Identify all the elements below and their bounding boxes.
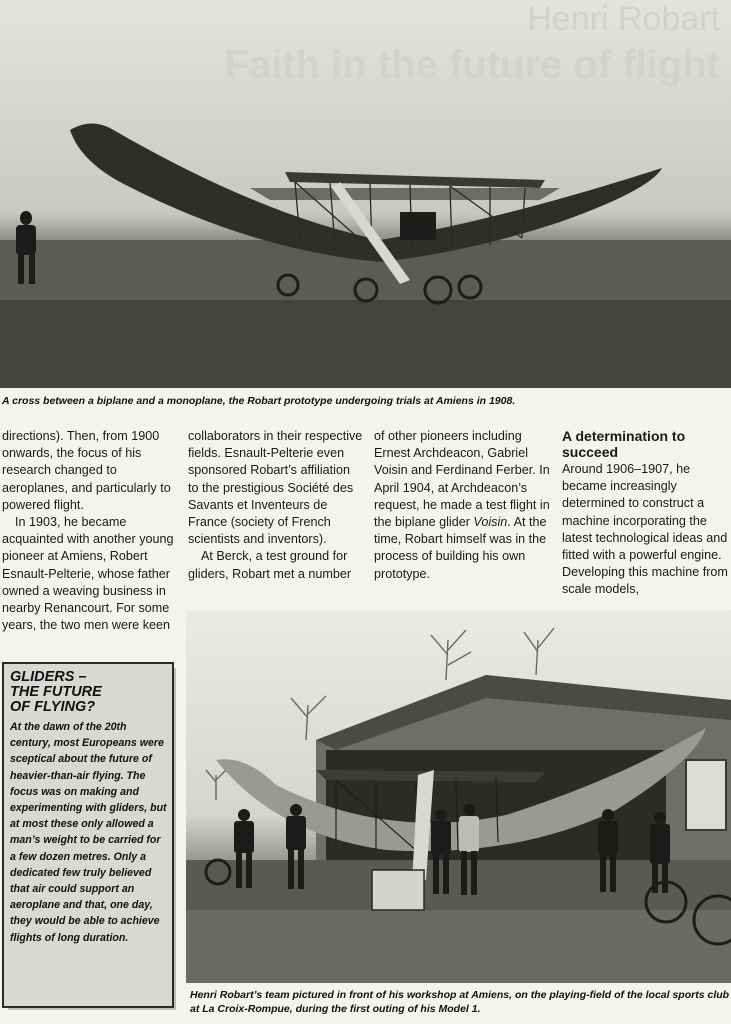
column2-paragraph-1: collaborators in their respective fields. Esnault-Pelterie even sponsored Robart’s affiliation to the prestigious Société des Savants et Inventeurs de France (society of French scientists and inventors). (188, 429, 363, 547)
workshop-photo (186, 610, 731, 983)
column1-paragraph-2: In 1903, he became acquainted with another young pioneer at Amiens, Robert Esnault-Pelterie, whose father owned a weaving business in nearby Renancourt. For some years, the two men were keen (2, 515, 174, 633)
photo-caption-top: A cross between a biplane and a monoplane, the Robart prototype undergoing trials at Amiens in 1908. (2, 395, 516, 407)
column3-text-before: of other pioneers including Ernest Archdeacon, Gabriel Voisin and Ferdinand Ferber. In April 1904, at Archdeacon’s request, he made a test flight in the biplane glider (374, 429, 550, 530)
svg-text:Henri Robart: Henri Robart (527, 0, 720, 38)
article-column-1 (2, 428, 180, 634)
biplane-photo-illustration (0, 0, 731, 388)
sidebar-box (2, 662, 174, 1008)
column3-glider-name: Voisin (473, 515, 508, 530)
column3-paragraph-1 (374, 428, 554, 583)
column3-text-after: . At the time, Robart himself was in the process of building his own prototype. (374, 515, 547, 581)
sidebar-body: At the dawn of the 20th century, most Europeans were sceptical about the future of heavier-than-air flying. The focus was on making and experimenting with gliders, but at most these only allowed a man’s weight to be carried for a few dozen metres. Only a dedicated few truly believed that air could support an aeroplane and that, one day, they would be able to achieve flights of long duration. (10, 721, 167, 944)
sidebar-title-line-2: THE FUTURE (10, 684, 102, 700)
article-column-2 (188, 428, 363, 583)
article-column-4 (562, 428, 730, 599)
biplane-photo (0, 0, 731, 388)
column2-paragraph-2: At Berck, a test ground for gliders, Robart met a number (188, 549, 352, 581)
sidebar-title (10, 670, 168, 715)
svg-text:Faith in the future of flight: Faith in the future of flight (224, 43, 720, 87)
workshop-photo-illustration (186, 610, 731, 983)
column1-paragraph-1: directions). Then, from 1900 onwards, the focus of his research changed to aeroplanes, and particularly to powered flight. (2, 429, 171, 512)
sidebar-title-line-1: GLIDERS – (10, 669, 87, 685)
article-column-3 (374, 428, 554, 583)
section-heading: A determination to succeed (562, 428, 686, 460)
photo-caption-bottom: Henri Robart’s team pictured in front of his workshop at Amiens, on the playing-field of the local sports club at La Croix-Rompue, during the first outing of his Model 1. (190, 989, 730, 1015)
column4-paragraph-1: Around 1906–1907, he became increasingly determined to construct a machine incorporating the latest technological ideas and fitted with a powerful engine. Developing this machine from scale models, (562, 462, 728, 597)
sidebar-title-line-3: OF FLYING? (10, 699, 96, 715)
